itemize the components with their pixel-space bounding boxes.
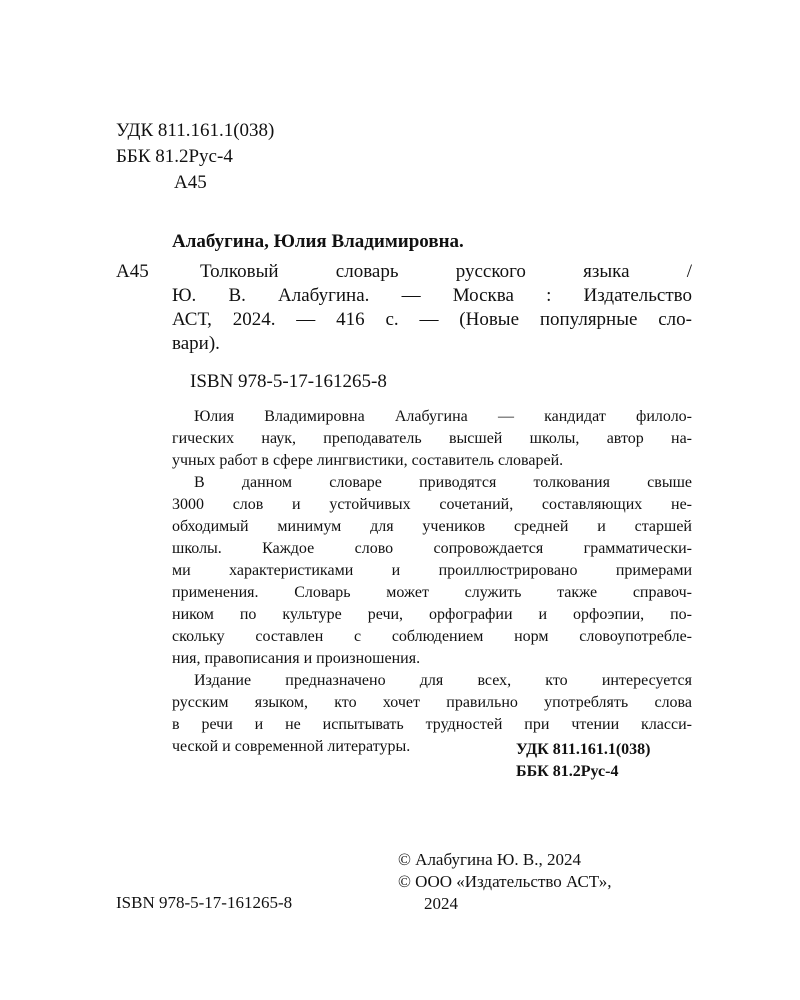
author-heading: Алабугина, Юлия Владимировна. (172, 231, 464, 252)
isbn-record: ISBN 978-5-17-161265-8 (190, 371, 387, 392)
annotation-line: ником по культуре речи, орфографии и орфоэпии, по- (172, 606, 692, 623)
annotation-line: обходимый минимум для учеников средней и старшей (172, 518, 692, 535)
classification-block (116, 118, 274, 196)
bbk-code: ББК 81.2Рус-4 (116, 146, 233, 167)
copyright-block (398, 849, 612, 915)
annotation-line: ния, правописания и произношения. (172, 650, 421, 667)
author-mark: А45 (174, 172, 207, 193)
copyright-publisher: © ООО «Издательство АСТ», (398, 872, 612, 891)
description-line: вари). (172, 333, 220, 354)
description-line: Ю. В. Алабугина. — Москва : Издательство (172, 285, 692, 306)
description-line: АСТ, 2024. — 416 с. — (Новые популярные сло- (172, 309, 692, 330)
bottom-udk-code: УДК 811.161.1(038) (516, 741, 651, 758)
annotation-line: ми характеристиками и проиллюстрировано примерами (172, 562, 692, 579)
annotation-line: в речи и не испытывать трудностей при чтении класси- (172, 716, 692, 733)
annotation (172, 406, 692, 758)
annotation-line: ческой и современной литературы. (172, 738, 411, 755)
copyright-year: 2024 (424, 894, 458, 913)
annotation-line: Юлия Владимировна Алабугина — кандидат филоло- (194, 408, 692, 425)
description-line: Толковый словарь русского языка / (200, 261, 692, 282)
udk-code: УДК 811.161.1(038) (116, 120, 275, 141)
annotation-line: гических наук, преподаватель высшей школы, автор на- (172, 430, 692, 447)
annotation-line: школы. Каждое слово сопровождается грамматически- (172, 540, 692, 557)
bottom-classification (516, 739, 651, 783)
annotation-line: В данном словаре приводятся толкования свыше (194, 474, 692, 491)
bibliographic-description (172, 260, 692, 356)
bottom-bbk-code: ББК 81.2Рус-4 (516, 763, 619, 780)
annotation-line: учных работ в сфере лингвистики, составитель словарей. (172, 452, 564, 469)
annotation-line: применения. Словарь может служить также справоч- (172, 584, 692, 601)
annotation-line: скольку составлен с соблюдением норм словоупотребле- (172, 628, 692, 645)
record-left-mark: А45 (116, 261, 149, 282)
annotation-line: русским языком, кто хочет правильно употреблять слова (172, 694, 692, 711)
isbn-footer: ISBN 978-5-17-161265-8 (116, 893, 293, 912)
copyright-author: © Алабугина Ю. В., 2024 (398, 850, 581, 869)
annotation-line: 3000 слов и устойчивых сочетаний, составляющих не- (172, 496, 692, 513)
annotation-line: Издание предназначено для всех, кто интересуется (194, 672, 692, 689)
